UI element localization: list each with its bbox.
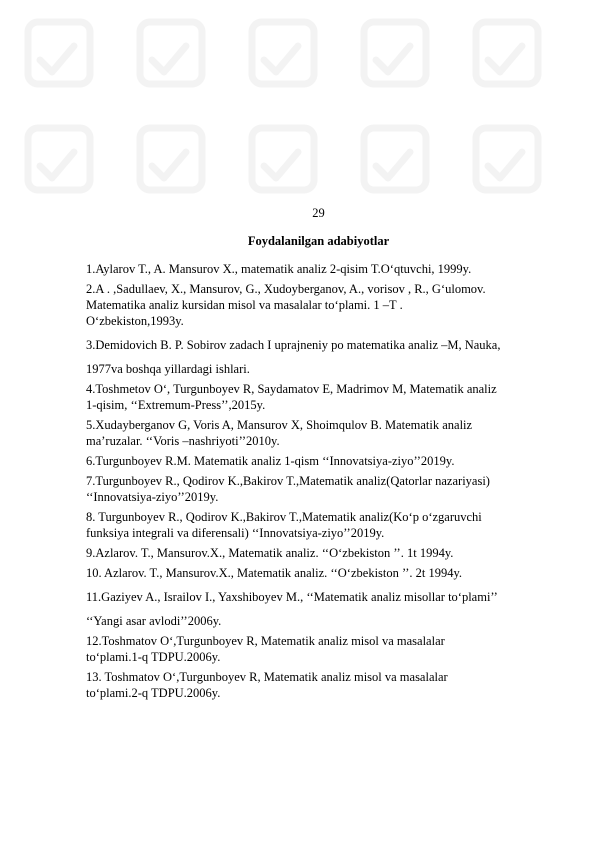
reference-item [86,585,556,633]
reference-item [86,509,556,541]
reference-line: ‘‘Innovatsiya-ziyo’’2019y. [86,490,219,504]
reference-line: 1977va boshqa yillardagi ishlari. [86,362,250,376]
reference-item [86,545,556,561]
reference-line: O‘zbekiston,1993y. [86,314,184,328]
reference-line: to‘plami.1-q TDPU.2006y. [86,650,221,664]
reference-line: 12.Toshmatov O‘,Turgunboyev R, Matematik analiz misol va masalalar [86,634,445,648]
references-heading: Foydalanilgan adabiyotlar [247,234,390,248]
reference-item [86,669,556,701]
reference-line: ‘‘Yangi asar avlodi’’2006y. [86,614,222,628]
reference-line: 6.Turgunboyev R.M. Matematik analiz 1-qism ‘‘Innovatsiya-ziyo’’2019y. [86,454,455,468]
reference-item [86,261,556,277]
reference-line: Matematika analiz kursidan misol va masalalar to‘plami. 1 –T . [86,298,403,312]
reference-line: 8. Turgunboyev R., Qodirov K.,Bakirov T.,Matematik analiz(Ko‘p o‘zgaruvchi [86,510,482,524]
reference-line: 1.Aylarov T., A. Mansurov X., matematik analiz 2-qisim T.O‘qtuvchi, 1999y. [86,262,472,276]
reference-line: 2.A . ,Sadullaev, X., Mansurov, G., Xudoyberganov, A., vorisov , R., G‘ulomov. [86,282,486,296]
reference-line: 4.Toshmetov O‘, Turgunboyev R, Saydamatov E, Madrimov M, Matematik analiz [86,382,497,396]
reference-item [86,381,556,413]
reference-line: 10. Azlarov. T., Mansurov.X., Matematik analiz. ‘‘O‘zbekiston ’’. 2t 1994y. [86,566,463,580]
reference-line: 5.Xudayberganov G, Voris A, Mansurov X, Shoimqulov B. Matematik analiz [86,418,473,432]
reference-line: 9.Azlarov. T., Mansurov.X., Matematik analiz. ‘‘O‘zbekiston ’’. 1t 1994y. [86,546,454,560]
reference-item [86,417,556,449]
reference-line: 3.Demidovich B. P. Sobirov zadach I uprajneniy po matematika analiz –M, Nauka, [86,338,501,352]
reference-item [86,473,556,505]
reference-line: 13. Toshmatov O‘,Turgunboyev R, Matematik analiz misol va masalalar [86,670,448,684]
reference-item [86,633,556,665]
reference-item [86,333,556,381]
reference-line: ma’ruzalar. ‘‘Voris –nashriyoti’’2010y. [86,434,280,448]
page-number: 29 [312,206,325,220]
reference-line: 7.Turgunboyev R., Qodirov K.,Bakirov T.,Matematik analiz(Qatorlar nazariyasi) [86,474,490,488]
reference-line: 11.Gaziyev A., Israilov I., Yaxshiboyev M., ‘‘Matematik analiz misollar to‘plami’’ [86,590,498,604]
reference-line: funksiya integrali va diferensali) ‘‘Innovatsiya-ziyo’’2019y. [86,526,385,540]
reference-item [86,453,556,469]
reference-line: 1-qisim, ‘‘Extremum-Press’’,2015y. [86,398,266,412]
references-list [86,261,556,705]
reference-item [86,281,556,329]
reference-item [86,565,556,581]
reference-line: to‘plami.2-q TDPU.2006y. [86,686,221,700]
